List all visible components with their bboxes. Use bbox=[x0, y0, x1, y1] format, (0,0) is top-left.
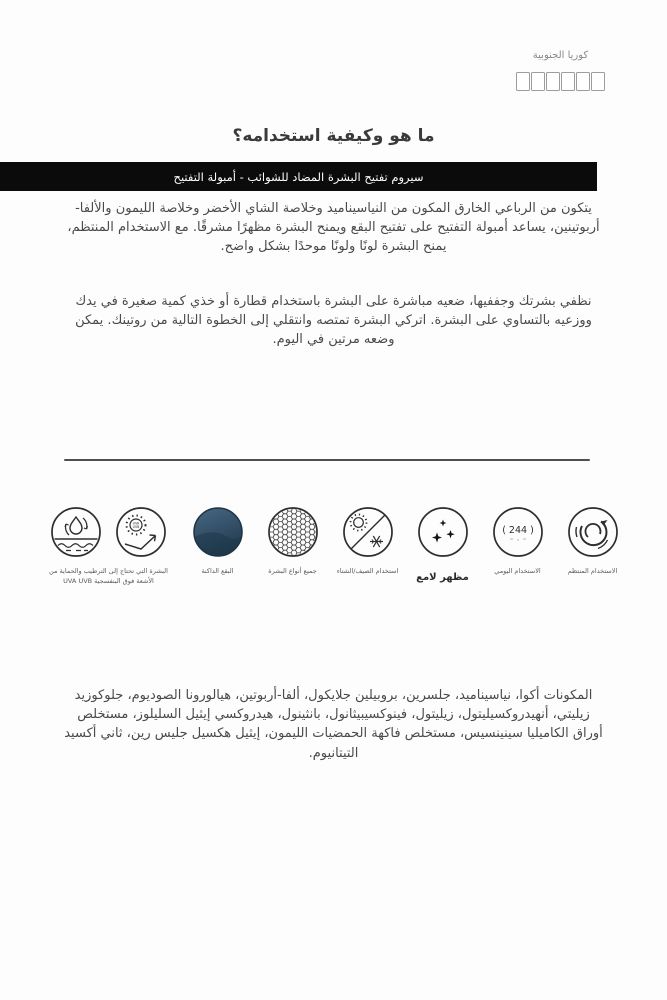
missing-glyph-box bbox=[516, 72, 530, 91]
missing-glyph-box bbox=[576, 72, 590, 91]
hydration-icon bbox=[50, 506, 102, 558]
feature-icons-row bbox=[0, 506, 667, 587]
feature-caption: الاستخدام اليومي bbox=[494, 567, 541, 575]
feature-caption: الاستخدام المنتظم bbox=[567, 567, 618, 575]
ingredients-paragraph: المكونات أكوا، نياسيناميد، جلسرين، بروبيلين جلايكول، ألفا-أربوتين، هيالورونا الصوديوم، جلوكوزيد زيليتي، أنهيدروكسيليتول، زيليتول، فينوكسيبيثانول، بانثينول، هيدروكسي إيثيل السليلوز، مستخلص أوراق الكاميليا سينينسيس، مستخلص فاكهة الحمضيات الليمون، إيثيل هكسيل جليس رين، ثاني أكسيد التيتانيوم. bbox=[64, 688, 603, 761]
feature-daily-use bbox=[487, 506, 549, 577]
missing-glyph-box bbox=[531, 72, 545, 91]
missing-glyph-box bbox=[546, 72, 560, 91]
feature-dark-spots bbox=[187, 506, 249, 577]
logo-missing-glyphs bbox=[516, 72, 605, 91]
feature-all-skin-types bbox=[262, 506, 324, 577]
product-banner bbox=[0, 162, 597, 191]
uv-protection-icon bbox=[115, 506, 167, 558]
feature-caption: مظهر لامع bbox=[416, 572, 469, 583]
feature-summer-winter-use bbox=[337, 506, 399, 577]
icon-pair bbox=[50, 506, 167, 558]
brand-block bbox=[516, 50, 605, 91]
country-of-origin-label: كوريا الجنوبية bbox=[532, 50, 589, 61]
dark-spots-icon bbox=[192, 506, 244, 558]
section-divider bbox=[64, 459, 590, 461]
missing-glyph-box bbox=[591, 72, 605, 91]
feature-caption: البشرة التي تحتاج إلى الترطيب والحماية من الأشعة فوق البنفسجية UVA UVB bbox=[49, 567, 168, 585]
page-title: ما هو وكيفية استخدامه؟ bbox=[232, 126, 435, 146]
feature-hydration-uv-protection bbox=[44, 506, 174, 587]
daily-use-count-text: ( 244 ) bbox=[501, 525, 534, 536]
missing-glyph-box bbox=[561, 72, 575, 91]
feature-caption: جميع أنواع البشرة bbox=[268, 567, 317, 575]
uv-icon-text-line1: UVA bbox=[132, 521, 140, 526]
usage-paragraph: نظفي بشرتك وجففيها، ضعيه مباشرة على البشرة باستخدام قطارة أو خذي كمية صغيرة في يدك ووزعيه بالتساوي على البشرة. اتركي البشرة تمتصه وانتقلي إلى الخطوة التالية من روتينك. يمكن وضعه مرتين في اليوم. bbox=[75, 294, 592, 347]
snowflake-glyph bbox=[370, 536, 383, 547]
regular-use-icon bbox=[567, 506, 619, 558]
daily-use-icon bbox=[492, 506, 544, 558]
feature-caption: البقع الداكنة bbox=[201, 567, 234, 575]
feature-caption: استخدام الصيف/الشتاء bbox=[336, 567, 399, 575]
all-skin-types-icon bbox=[267, 506, 319, 558]
uv-icon-text-line2: UVB bbox=[132, 525, 140, 529]
product-banner-title: سيروم تفتيح البشرة المضاد للشوائب - أمبولة التفتيح bbox=[173, 169, 424, 184]
summer-winter-icon bbox=[342, 506, 394, 558]
feature-shiny-look bbox=[412, 506, 474, 585]
composition-paragraph: يتكون من الرباعي الخارق المكون من النياسيناميد وخلاصة الشاي الأخضر وخلاصة الليمون والألفا-أربوتينين، يساعد أمبولة التفتيح على تفتيح البقع ويمنح البشرة مظهرًا مشرقًا. مع الاستخدام المنتظم، يمنح البشرة لونًا ولونًا موحدًا بشكل واضح. bbox=[67, 201, 600, 254]
sparkle-icon bbox=[417, 506, 469, 558]
feature-regular-use bbox=[562, 506, 624, 577]
